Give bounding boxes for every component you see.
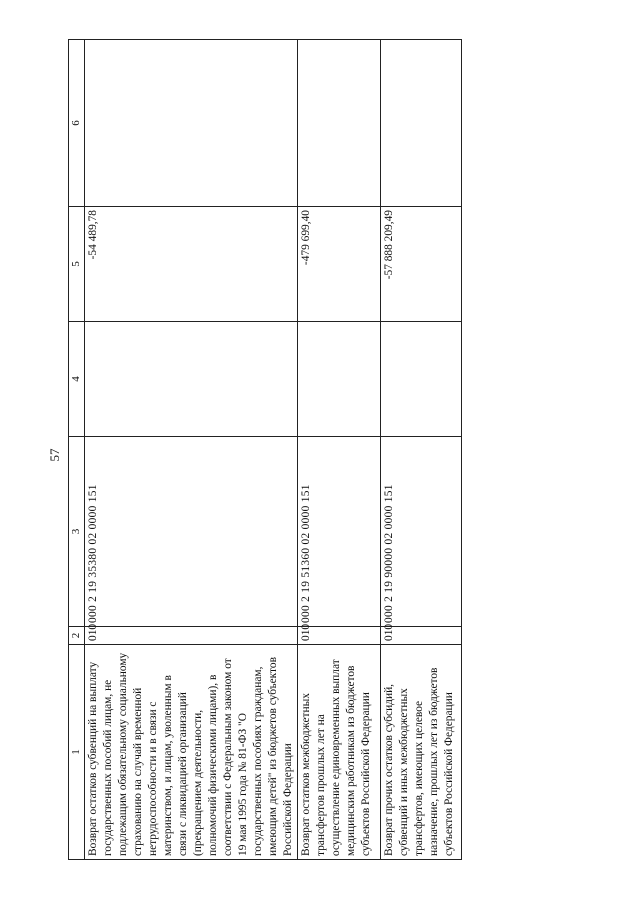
row-description: Возврат остатков субвенций на выплату государственных пособий лицам, не подлежащим обязательному социальному страхованию на случай временной нетрудоспособности и в связи с материнством, и лицам, уволенным в связи с ликвидацией организаций (прекращением деятельности, полномочий физическими лицами), в соответствии с Федеральным законом от 19 мая 1995 года № 81-ФЗ "О государственных пособиях гражданам, имеющим детей" из бюджетов субъектов Российской Федерации bbox=[85, 645, 298, 860]
row-col-6 bbox=[85, 40, 298, 207]
row-col-6 bbox=[381, 40, 462, 207]
header-col-5: 5 bbox=[69, 207, 85, 322]
row-budget-code: 000 2 19 35380 02 0000 151 bbox=[85, 437, 298, 627]
row-budget-code: 000 2 19 90000 02 0000 151 bbox=[381, 437, 462, 627]
header-col-3: 3 bbox=[69, 437, 85, 627]
header-col-2: 2 bbox=[69, 627, 85, 645]
budget-table bbox=[68, 39, 462, 860]
row-amount: -479 699,40 bbox=[298, 207, 381, 322]
header-col-4: 4 bbox=[69, 322, 85, 437]
row-amount: -57 888 209,49 bbox=[381, 207, 462, 322]
row-admin-code: 010 bbox=[85, 627, 298, 645]
row-col-4 bbox=[298, 322, 381, 437]
row-budget-code: 000 2 19 51360 02 0000 151 bbox=[298, 437, 381, 627]
header-col-1: 1 bbox=[69, 645, 85, 860]
table-row bbox=[381, 40, 462, 860]
page-number: 57 bbox=[47, 448, 62, 462]
row-col-4 bbox=[85, 322, 298, 437]
row-description: Возврат прочих остатков субсидий, субвенций и иных межбюджетных трансфертов, имеющих целевое назначение, прошлых лет из бюджетов субъектов Российской Федерации bbox=[381, 645, 462, 860]
row-col-6 bbox=[298, 40, 381, 207]
row-admin-code: 010 bbox=[298, 627, 381, 645]
row-admin-code: 010 bbox=[381, 627, 462, 645]
landscape-table-wrapper bbox=[68, 40, 458, 860]
header-col-6: 6 bbox=[69, 40, 85, 207]
table-header-row bbox=[69, 40, 85, 860]
table-frame bbox=[68, 40, 458, 860]
row-col-4 bbox=[381, 322, 462, 437]
table-row bbox=[85, 40, 298, 860]
row-description: Возврат остатков межбюджетных трансфертов прошлых лет на осуществление единовременных выплат медицинским работникам из бюджетов субъектов Российской Федерации bbox=[298, 645, 381, 860]
table-row bbox=[298, 40, 381, 860]
row-amount: -54 489,78 bbox=[85, 207, 298, 322]
